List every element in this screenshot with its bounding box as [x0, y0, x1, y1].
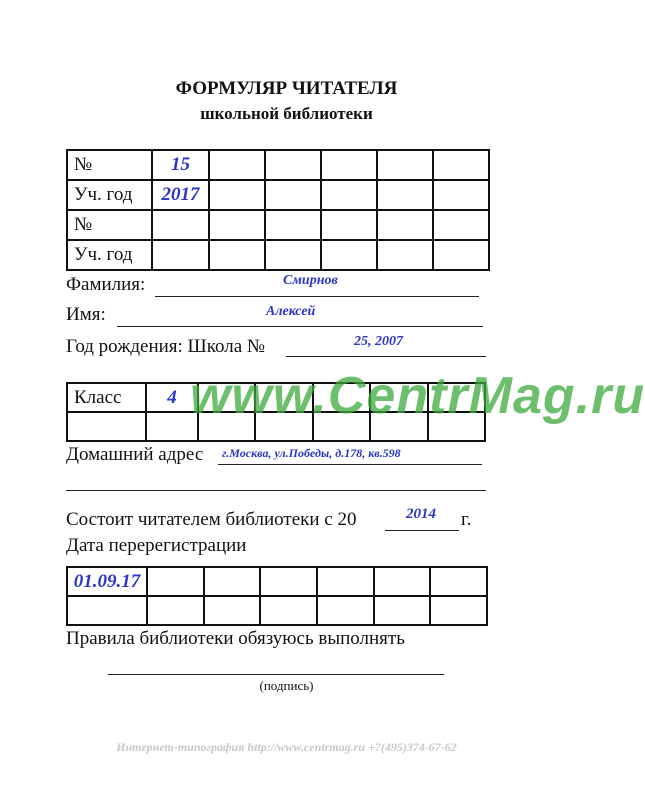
table-cell [147, 596, 204, 625]
table-cell [265, 240, 321, 270]
table-cell [321, 240, 377, 270]
table-cell [67, 412, 146, 441]
reregistration-label: Дата перерегистрации [66, 535, 247, 556]
class-value: 4 [146, 383, 198, 412]
table-cell [260, 596, 317, 625]
table-cell [209, 210, 265, 240]
table-cell [265, 180, 321, 210]
table-cell [265, 150, 321, 180]
table-cell [374, 567, 431, 596]
number-label-2: № [67, 210, 152, 240]
table-cell [147, 567, 204, 596]
name-label: Имя: [66, 304, 106, 325]
member-since-suffix: г. [461, 509, 472, 530]
birth-school-value: 25, 2007 [354, 334, 403, 349]
school-year-label: Уч. год [67, 180, 152, 210]
table-cell [377, 240, 433, 270]
table-cell [433, 180, 489, 210]
address-underline-2 [66, 490, 486, 491]
table-cell [209, 240, 265, 270]
footer-text: Интернет-типография http://www.centrmag.ru +7(495)374-67-62 [116, 740, 457, 754]
table-cell [67, 596, 147, 625]
table-cell [374, 596, 431, 625]
form-subtitle: школьной библиотеки [200, 104, 373, 123]
table-cell [317, 567, 374, 596]
table-cell [152, 210, 209, 240]
number-label: № [67, 150, 152, 180]
table-cell [430, 567, 487, 596]
class-label: Класс [67, 383, 146, 412]
number-value: 15 [152, 150, 209, 180]
surname-underline [155, 296, 479, 297]
number-year-table [66, 149, 490, 271]
school-year-value: 2017 [152, 180, 209, 210]
table-cell [260, 567, 317, 596]
birth-school-underline [286, 356, 486, 357]
table-cell [265, 210, 321, 240]
address-underline [218, 464, 482, 465]
reregistration-table [66, 566, 488, 626]
table-cell [377, 210, 433, 240]
signature-line [108, 674, 444, 675]
name-underline [117, 326, 483, 327]
address-value: г.Москва, ул.Победы, д.178, кв.598 [222, 446, 401, 460]
table-cell [204, 567, 261, 596]
surname-value: Смирнов [283, 273, 338, 288]
rules-label: Правила библиотеки обязуюсь выполнять [66, 628, 405, 649]
member-since-underline [385, 530, 459, 531]
table-cell [321, 180, 377, 210]
table-cell [209, 150, 265, 180]
table-cell [377, 180, 433, 210]
table-cell [317, 596, 374, 625]
name-value: Алексей [266, 304, 316, 319]
table-cell [433, 210, 489, 240]
table-cell [433, 150, 489, 180]
reregistration-date: 01.09.17 [67, 567, 147, 596]
table-cell [209, 180, 265, 210]
form-title: ФОРМУЛЯР ЧИТАТЕЛЯ [175, 78, 398, 99]
table-cell [152, 240, 209, 270]
table-cell [433, 240, 489, 270]
table-cell [204, 596, 261, 625]
member-since-label: Состоит читателем библиотеки с 20 [66, 509, 357, 530]
table-cell [377, 150, 433, 180]
signature-caption: (подпись) [259, 678, 314, 693]
surname-label: Фамилия: [66, 274, 146, 295]
birth-school-label: Год рождения: Школа № [66, 336, 266, 357]
table-cell [430, 596, 487, 625]
table-cell [321, 150, 377, 180]
watermark-logo: www.CentrMag.ru [190, 367, 645, 425]
table-cell [321, 210, 377, 240]
member-since-value: 2014 [406, 506, 436, 522]
school-year-label-2: Уч. год [67, 240, 152, 270]
address-label: Домашний адрес [66, 444, 204, 465]
